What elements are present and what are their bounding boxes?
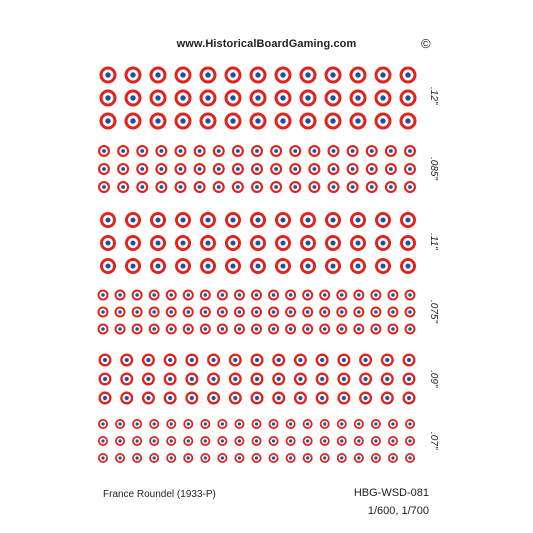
roundel xyxy=(250,212,266,228)
roundel xyxy=(132,307,143,318)
roundel xyxy=(325,212,341,228)
size-label-section-2: .085" xyxy=(428,157,439,181)
roundel xyxy=(336,290,347,301)
roundel xyxy=(354,419,364,429)
roundel xyxy=(175,258,191,274)
roundel xyxy=(405,307,416,318)
roundel xyxy=(175,163,187,175)
roundel xyxy=(125,90,142,107)
roundel xyxy=(251,290,262,301)
roundel xyxy=(252,419,262,429)
roundel xyxy=(269,419,279,429)
roundel xyxy=(183,453,193,463)
roundel xyxy=(405,324,416,335)
roundel xyxy=(268,307,279,318)
roundel xyxy=(150,67,167,84)
roundel xyxy=(132,419,142,429)
roundel xyxy=(100,67,117,84)
roundel xyxy=(388,453,398,463)
website-url: www.HistoricalBoardGaming.com xyxy=(176,38,357,50)
roundel xyxy=(371,419,381,429)
roundel xyxy=(370,307,381,318)
roundel xyxy=(347,181,359,193)
roundel xyxy=(185,392,198,405)
roundel xyxy=(285,324,296,335)
roundel xyxy=(289,145,301,157)
roundel xyxy=(359,373,372,386)
roundel xyxy=(213,163,225,175)
roundel xyxy=(319,290,330,301)
roundel xyxy=(385,163,397,175)
roundel xyxy=(366,181,378,193)
roundel xyxy=(286,453,296,463)
roundel xyxy=(164,354,177,367)
roundel xyxy=(337,453,347,463)
roundel xyxy=(207,354,220,367)
roundel xyxy=(375,258,391,274)
roundel xyxy=(175,235,191,251)
roundel xyxy=(308,145,320,157)
roundel xyxy=(370,290,381,301)
roundel xyxy=(217,453,227,463)
roundel xyxy=(164,373,177,386)
roundel xyxy=(229,392,242,405)
roundel xyxy=(183,436,193,446)
roundel xyxy=(272,392,285,405)
roundel xyxy=(225,212,241,228)
roundel xyxy=(316,354,329,367)
roundel xyxy=(213,145,225,157)
roundel xyxy=(125,258,141,274)
roundel xyxy=(132,324,143,335)
roundel xyxy=(405,453,415,463)
roundel xyxy=(320,453,330,463)
roundel xyxy=(366,163,378,175)
roundel xyxy=(200,212,216,228)
roundel xyxy=(370,324,381,335)
product-scales: 1/600, 1/700 xyxy=(367,505,429,517)
roundel xyxy=(350,235,366,251)
roundel xyxy=(164,392,177,405)
roundel xyxy=(166,453,176,463)
size-label-section-3: .11" xyxy=(428,233,439,250)
roundel xyxy=(125,67,142,84)
roundel xyxy=(404,145,416,157)
roundel xyxy=(403,373,416,386)
roundel xyxy=(337,392,350,405)
roundel xyxy=(316,373,329,386)
roundel xyxy=(400,258,416,274)
roundel xyxy=(98,419,108,429)
roundel xyxy=(381,373,394,386)
roundel xyxy=(350,67,367,84)
roundel xyxy=(142,392,155,405)
roundel xyxy=(175,67,192,84)
roundel xyxy=(385,145,397,157)
roundel xyxy=(232,145,244,157)
roundel xyxy=(132,290,143,301)
roundel xyxy=(289,163,301,175)
roundel xyxy=(200,235,216,251)
roundel xyxy=(175,212,191,228)
roundel xyxy=(217,419,227,429)
roundel xyxy=(98,324,109,335)
roundel xyxy=(175,90,192,107)
roundel xyxy=(98,163,110,175)
roundel xyxy=(250,90,267,107)
roundel xyxy=(289,181,301,193)
roundel xyxy=(359,392,372,405)
roundel xyxy=(200,324,211,335)
roundel xyxy=(268,290,279,301)
roundel xyxy=(354,436,364,446)
roundel xyxy=(347,163,359,175)
roundel xyxy=(308,181,320,193)
roundel xyxy=(350,90,367,107)
roundel xyxy=(405,436,415,446)
roundel xyxy=(251,145,263,157)
roundel xyxy=(166,419,176,429)
roundel xyxy=(250,113,267,130)
roundel xyxy=(200,419,210,429)
roundel xyxy=(136,145,148,157)
roundel xyxy=(400,90,417,107)
roundel xyxy=(387,307,398,318)
roundel xyxy=(320,419,330,429)
roundel xyxy=(115,453,125,463)
roundel xyxy=(136,163,148,175)
roundel xyxy=(275,113,292,130)
roundel xyxy=(275,258,291,274)
roundel xyxy=(115,307,126,318)
roundel xyxy=(194,163,206,175)
roundel xyxy=(213,181,225,193)
roundel xyxy=(132,436,142,446)
size-label-section-1: .12" xyxy=(428,87,439,105)
roundel xyxy=(120,392,133,405)
roundel xyxy=(217,324,228,335)
roundel xyxy=(229,373,242,386)
roundel xyxy=(404,163,416,175)
roundel xyxy=(269,453,279,463)
roundel xyxy=(155,163,167,175)
roundel xyxy=(150,258,166,274)
roundel xyxy=(175,145,187,157)
roundel xyxy=(400,113,417,130)
roundel xyxy=(183,307,194,318)
roundel xyxy=(183,290,194,301)
roundel xyxy=(183,419,193,429)
roundel xyxy=(115,419,125,429)
roundel xyxy=(155,181,167,193)
roundel xyxy=(400,212,416,228)
roundel xyxy=(142,354,155,367)
roundel xyxy=(371,453,381,463)
product-name: France Roundel (1933-P) xyxy=(103,489,216,500)
roundel xyxy=(150,113,167,130)
roundel xyxy=(403,354,416,367)
roundel xyxy=(185,354,198,367)
roundel xyxy=(325,67,342,84)
roundel xyxy=(270,181,282,193)
roundel xyxy=(200,307,211,318)
roundel xyxy=(251,354,264,367)
roundel xyxy=(120,373,133,386)
roundel xyxy=(100,258,116,274)
roundel xyxy=(175,113,192,130)
roundel xyxy=(303,419,313,429)
roundel xyxy=(251,324,262,335)
roundel xyxy=(272,373,285,386)
roundel xyxy=(251,181,263,193)
roundel xyxy=(150,235,166,251)
roundel xyxy=(316,392,329,405)
roundel xyxy=(268,324,279,335)
roundel xyxy=(286,436,296,446)
roundel xyxy=(387,290,398,301)
roundel xyxy=(100,90,117,107)
roundel xyxy=(225,67,242,84)
roundel xyxy=(353,290,364,301)
roundel xyxy=(269,436,279,446)
roundel xyxy=(300,67,317,84)
size-label-section-5: .09" xyxy=(428,370,439,388)
roundel xyxy=(207,392,220,405)
roundel xyxy=(217,307,228,318)
roundel xyxy=(353,307,364,318)
roundel xyxy=(366,145,378,157)
roundel xyxy=(234,419,244,429)
roundel xyxy=(328,181,340,193)
roundel xyxy=(252,453,262,463)
roundel xyxy=(98,307,109,318)
roundel xyxy=(98,453,108,463)
roundel xyxy=(225,235,241,251)
roundel xyxy=(150,212,166,228)
roundel xyxy=(275,67,292,84)
roundel xyxy=(300,113,317,130)
roundel xyxy=(275,235,291,251)
roundel xyxy=(125,212,141,228)
roundel xyxy=(194,145,206,157)
roundel xyxy=(302,307,313,318)
copyright-symbol: © xyxy=(421,36,431,51)
roundel xyxy=(347,145,359,157)
roundel xyxy=(302,290,313,301)
roundel xyxy=(200,436,210,446)
roundel xyxy=(275,212,291,228)
roundel xyxy=(200,90,217,107)
roundel xyxy=(99,392,112,405)
roundel xyxy=(336,324,347,335)
size-label-section-6: .07" xyxy=(428,432,439,450)
roundel xyxy=(404,181,416,193)
roundel xyxy=(229,354,242,367)
roundel xyxy=(99,354,112,367)
roundel xyxy=(337,373,350,386)
roundel xyxy=(285,290,296,301)
product-code: HBG-WSD-081 xyxy=(353,487,429,499)
roundel xyxy=(225,113,242,130)
roundel xyxy=(294,354,307,367)
roundel xyxy=(381,354,394,367)
roundel xyxy=(150,90,167,107)
roundel xyxy=(359,354,372,367)
roundel xyxy=(251,163,263,175)
roundel xyxy=(166,290,177,301)
roundel xyxy=(405,290,416,301)
roundel xyxy=(328,163,340,175)
roundel xyxy=(252,436,262,446)
roundel xyxy=(250,258,266,274)
roundel xyxy=(400,67,417,84)
roundel xyxy=(136,181,148,193)
roundel xyxy=(319,324,330,335)
roundel xyxy=(232,181,244,193)
roundel xyxy=(149,307,160,318)
roundel xyxy=(387,324,398,335)
roundel xyxy=(120,354,133,367)
roundel xyxy=(294,373,307,386)
roundel xyxy=(328,145,340,157)
roundel xyxy=(234,307,245,318)
roundel xyxy=(149,436,159,446)
roundel xyxy=(381,392,394,405)
roundel xyxy=(117,181,129,193)
roundel xyxy=(388,419,398,429)
roundel xyxy=(125,113,142,130)
roundel xyxy=(353,324,364,335)
roundel xyxy=(337,419,347,429)
roundel xyxy=(285,307,296,318)
roundel xyxy=(232,163,244,175)
roundel xyxy=(403,392,416,405)
roundel xyxy=(175,181,187,193)
roundel xyxy=(250,235,266,251)
roundel xyxy=(234,453,244,463)
size-label-section-4: .075" xyxy=(428,300,439,324)
roundel xyxy=(100,212,116,228)
roundel xyxy=(375,67,392,84)
roundel xyxy=(286,419,296,429)
roundel xyxy=(337,354,350,367)
roundel xyxy=(98,290,109,301)
roundel xyxy=(98,436,108,446)
roundel xyxy=(234,324,245,335)
roundel xyxy=(251,373,264,386)
roundel xyxy=(194,181,206,193)
roundel xyxy=(270,145,282,157)
roundel xyxy=(300,212,316,228)
roundel xyxy=(200,258,216,274)
roundel xyxy=(115,290,126,301)
roundel xyxy=(350,212,366,228)
roundel xyxy=(100,113,117,130)
roundel xyxy=(350,113,367,130)
roundel xyxy=(185,373,198,386)
roundel xyxy=(200,453,210,463)
roundel xyxy=(302,324,313,335)
roundel xyxy=(300,90,317,107)
roundel xyxy=(294,392,307,405)
roundel xyxy=(234,436,244,446)
roundel xyxy=(375,235,391,251)
roundel xyxy=(375,113,392,130)
roundel xyxy=(155,145,167,157)
roundel xyxy=(300,258,316,274)
roundel xyxy=(371,436,381,446)
roundel xyxy=(98,145,110,157)
roundel xyxy=(375,90,392,107)
roundel xyxy=(319,307,330,318)
roundel xyxy=(166,307,177,318)
roundel xyxy=(117,145,129,157)
roundel xyxy=(400,235,416,251)
roundel xyxy=(270,163,282,175)
roundel xyxy=(117,163,129,175)
roundel xyxy=(115,436,125,446)
roundel xyxy=(350,258,366,274)
roundel xyxy=(132,453,142,463)
roundel xyxy=(115,324,126,335)
roundel xyxy=(149,453,159,463)
roundel xyxy=(325,235,341,251)
roundel xyxy=(385,181,397,193)
roundel xyxy=(149,290,160,301)
roundel xyxy=(275,90,292,107)
roundel xyxy=(200,113,217,130)
roundel xyxy=(200,67,217,84)
roundel xyxy=(99,373,112,386)
roundel xyxy=(388,436,398,446)
roundel xyxy=(325,90,342,107)
roundel xyxy=(200,290,211,301)
roundel xyxy=(250,67,267,84)
roundel xyxy=(166,324,177,335)
roundel xyxy=(336,307,347,318)
roundel xyxy=(125,235,141,251)
roundel xyxy=(320,436,330,446)
roundel xyxy=(166,436,176,446)
roundel xyxy=(308,163,320,175)
roundel xyxy=(234,290,245,301)
roundel xyxy=(325,113,342,130)
roundel xyxy=(325,258,341,274)
roundel xyxy=(98,181,110,193)
roundel xyxy=(100,235,116,251)
roundel xyxy=(207,373,220,386)
roundel xyxy=(375,212,391,228)
roundel xyxy=(405,419,415,429)
roundel xyxy=(142,373,155,386)
roundel xyxy=(251,307,262,318)
roundel xyxy=(225,258,241,274)
roundel xyxy=(149,324,160,335)
roundel xyxy=(354,453,364,463)
roundel xyxy=(217,436,227,446)
roundel xyxy=(303,453,313,463)
roundel xyxy=(272,354,285,367)
roundel xyxy=(183,324,194,335)
roundel xyxy=(300,235,316,251)
roundel xyxy=(303,436,313,446)
roundel xyxy=(251,392,264,405)
roundel xyxy=(149,419,159,429)
roundel xyxy=(337,436,347,446)
roundel xyxy=(225,90,242,107)
roundel xyxy=(217,290,228,301)
